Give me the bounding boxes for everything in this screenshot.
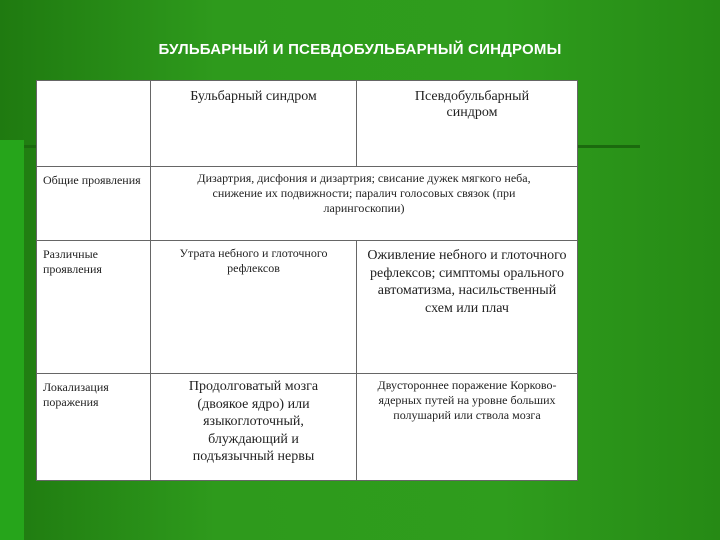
- table-row-common: [37, 167, 578, 241]
- table-row-different: [37, 241, 578, 374]
- row-label-localization: Локализация поражения: [37, 374, 151, 481]
- decorative-side-bar: [0, 140, 24, 540]
- table-header-row: [37, 81, 578, 167]
- slide-title: БУЛЬБАРНЫЙ И ПСЕВДОБУЛЬБАРНЫЙ СИНДРОМЫ: [158, 41, 562, 58]
- header-bulbar: Бульбарный синдром: [151, 81, 357, 167]
- common-manifestations-cell: Дизартрия, дисфония и дизартрия; свисание дужек мягкого неба, снижение их подвижности; паралич голосовых связок (при ларингоскопии): [151, 167, 578, 241]
- row-label-common: [37, 167, 151, 241]
- row-label-text: Общие проявления: [43, 173, 141, 187]
- bulbar-different-cell: Утрата небного и глоточного рефлексов: [151, 241, 357, 374]
- row-label-different: Различные проявления: [37, 241, 151, 374]
- syndrome-comparison-table: [36, 80, 578, 481]
- pseudobulbar-localization-cell: Двустороннее поражение Корково-ядерных путей на уровне больших полушарий или ствола мозга: [357, 374, 578, 481]
- pseudobulbar-different-cell: Оживление небного и глоточного рефлексов; симптомы орального автоматизма, насильственный схем или плач: [357, 241, 578, 374]
- header-cell-blank: [37, 81, 151, 167]
- header-pseudobulbar: Псевдобульбарный синдром: [357, 81, 578, 167]
- table-row-localization: [37, 374, 578, 481]
- bulbar-localization-cell: Продолговатый мозга (двоякое ядро) или языкоглоточный, блуждающий и подъязычный нервы: [151, 374, 357, 481]
